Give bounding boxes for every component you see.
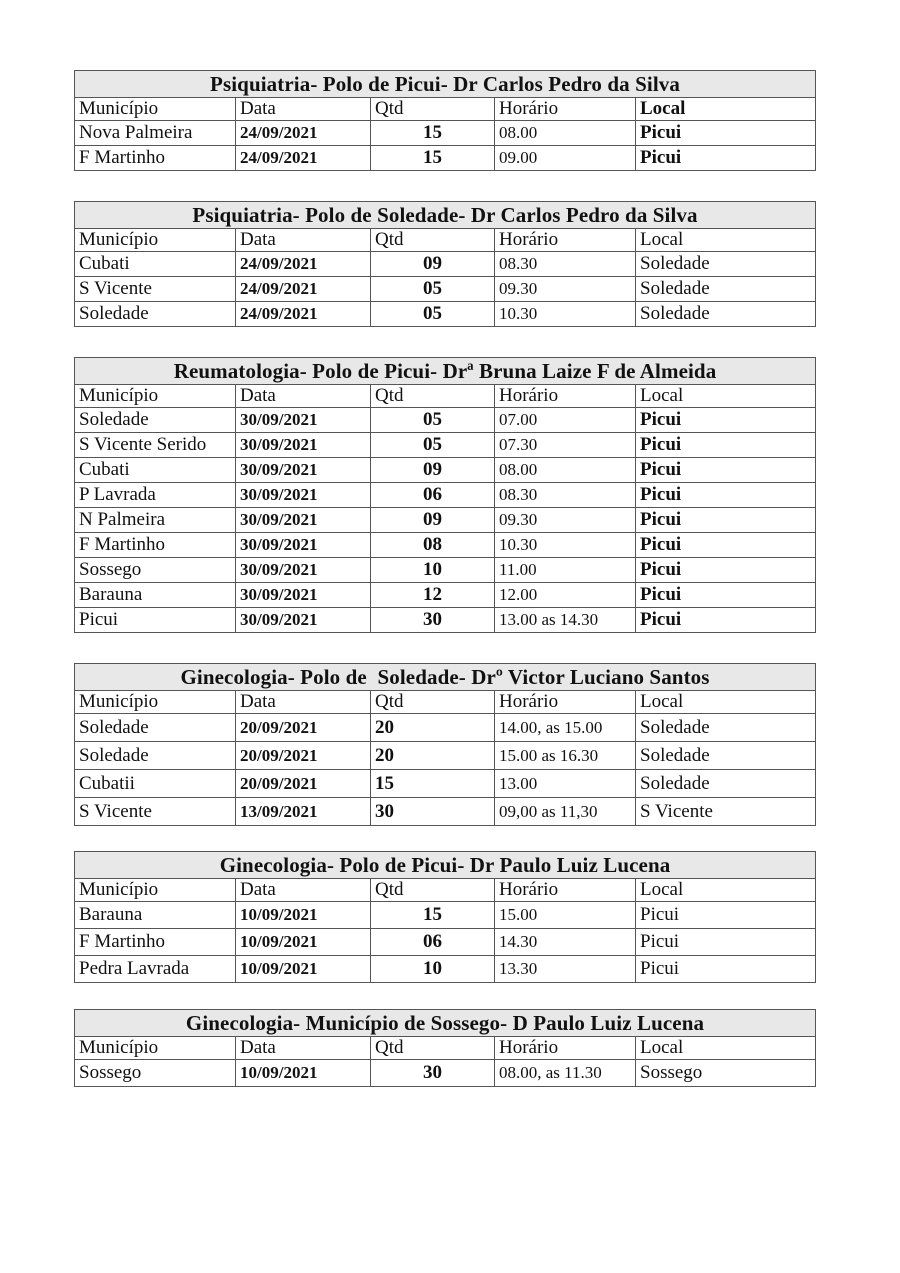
cell-municipio: Soledade (75, 302, 236, 327)
cell-municipio: S Vicente (75, 798, 236, 826)
col-header-local: Local (636, 385, 816, 408)
cell-municipio: Sossego (75, 1060, 236, 1087)
cell-qtd: 10 (371, 558, 495, 583)
table-row (75, 146, 816, 171)
col-header-qtd: Qtd (371, 229, 495, 252)
cell-qtd: 05 (371, 302, 495, 327)
cell-local: Picui (636, 508, 816, 533)
cell-municipio: Sossego (75, 558, 236, 583)
cell-local: Picui (636, 146, 816, 171)
cell-local: Picui (636, 956, 816, 983)
cell-horario: 09.30 (495, 508, 636, 533)
col-header-qtd: Qtd (371, 1037, 495, 1060)
cell-local: Picui (636, 121, 816, 146)
cell-local: Picui (636, 608, 816, 633)
cell-municipio: F Martinho (75, 929, 236, 956)
cell-qtd: 10 (371, 956, 495, 983)
col-header-qtd: Qtd (371, 691, 495, 714)
cell-local: Picui (636, 902, 816, 929)
cell-horario: 09,00 as 11,30 (495, 798, 636, 826)
cell-qtd: 05 (371, 408, 495, 433)
col-header-data: Data (236, 691, 371, 714)
cell-municipio: Barauna (75, 902, 236, 929)
cell-horario: 14.30 (495, 929, 636, 956)
table-row (75, 929, 816, 956)
cell-data: 30/09/2021 (236, 408, 371, 433)
cell-local: Picui (636, 458, 816, 483)
cell-horario: 08.00 (495, 121, 636, 146)
col-header-qtd: Qtd (371, 98, 495, 121)
cell-qtd: 15 (371, 146, 495, 171)
cell-local: Soledade (636, 302, 816, 327)
cell-municipio: N Palmeira (75, 508, 236, 533)
cell-horario: 09.30 (495, 277, 636, 302)
col-header-municipio: Município (75, 98, 236, 121)
table-row (75, 433, 816, 458)
cell-data: 30/09/2021 (236, 608, 371, 633)
table-row (75, 956, 816, 983)
cell-municipio: Soledade (75, 714, 236, 742)
col-header-qtd: Qtd (371, 385, 495, 408)
cell-data: 30/09/2021 (236, 458, 371, 483)
cell-local: Picui (636, 533, 816, 558)
cell-data: 30/09/2021 (236, 508, 371, 533)
cell-municipio: Nova Palmeira (75, 121, 236, 146)
cell-horario: 12.00 (495, 583, 636, 608)
cell-municipio: F Martinho (75, 146, 236, 171)
table-title: Ginecologia- Polo de Picui- Dr Paulo Luiz Lucena (75, 852, 816, 879)
col-header-local: Local (636, 879, 816, 902)
cell-local: Soledade (636, 277, 816, 302)
cell-local: Picui (636, 583, 816, 608)
cell-data: 24/09/2021 (236, 252, 371, 277)
cell-data: 24/09/2021 (236, 302, 371, 327)
schedule-table-ginecologia-soledade (74, 663, 816, 826)
schedule-table-ginecologia-sossego (74, 1009, 816, 1087)
cell-qtd: 30 (371, 798, 495, 826)
cell-data: 30/09/2021 (236, 433, 371, 458)
cell-data: 30/09/2021 (236, 483, 371, 508)
cell-local: Picui (636, 558, 816, 583)
cell-municipio: Cubatii (75, 770, 236, 798)
cell-qtd: 05 (371, 277, 495, 302)
col-header-horario: Horário (495, 98, 636, 121)
cell-data: 24/09/2021 (236, 277, 371, 302)
table-title: Ginecologia- Município de Sossego- D Paulo Luiz Lucena (75, 1010, 816, 1037)
cell-qtd: 15 (371, 121, 495, 146)
table-row (75, 558, 816, 583)
cell-municipio: Cubati (75, 458, 236, 483)
cell-municipio: S Vicente (75, 277, 236, 302)
table-row (75, 714, 816, 742)
col-header-qtd: Qtd (371, 879, 495, 902)
cell-municipio: Cubati (75, 252, 236, 277)
cell-municipio: Pedra Lavrada (75, 956, 236, 983)
col-header-horario: Horário (495, 879, 636, 902)
cell-qtd: 08 (371, 533, 495, 558)
cell-horario: 10.30 (495, 533, 636, 558)
cell-horario: 07.00 (495, 408, 636, 433)
cell-horario: 15.00 as 16.30 (495, 742, 636, 770)
cell-data: 30/09/2021 (236, 583, 371, 608)
table-title: Psiquiatria- Polo de Soledade- Dr Carlos Pedro da Silva (75, 202, 816, 229)
table-row (75, 533, 816, 558)
cell-qtd: 20 (371, 714, 495, 742)
col-header-municipio: Município (75, 691, 236, 714)
table-title: Psiquiatria- Polo de Picui- Dr Carlos Pedro da Silva (75, 71, 816, 98)
table-row (75, 902, 816, 929)
cell-horario: 09.00 (495, 146, 636, 171)
col-header-local: Local (636, 98, 816, 121)
col-header-data: Data (236, 879, 371, 902)
cell-data: 10/09/2021 (236, 902, 371, 929)
cell-qtd: 12 (371, 583, 495, 608)
table-row (75, 583, 816, 608)
col-header-horario: Horário (495, 229, 636, 252)
col-header-data: Data (236, 229, 371, 252)
cell-data: 30/09/2021 (236, 533, 371, 558)
table-row (75, 508, 816, 533)
schedule-table-psiquiatria-soledade (74, 201, 816, 327)
cell-qtd: 06 (371, 483, 495, 508)
table-row (75, 1060, 816, 1087)
col-header-municipio: Município (75, 385, 236, 408)
schedule-table-psiquiatria-picui (74, 70, 816, 171)
cell-local: S Vicente (636, 798, 816, 826)
col-header-local: Local (636, 1037, 816, 1060)
cell-local: Soledade (636, 252, 816, 277)
cell-municipio: Picui (75, 608, 236, 633)
cell-horario: 13.30 (495, 956, 636, 983)
cell-local: Soledade (636, 770, 816, 798)
cell-data: 10/09/2021 (236, 1060, 371, 1087)
col-header-data: Data (236, 1037, 371, 1060)
cell-data: 13/09/2021 (236, 798, 371, 826)
schedule-table-reumatologia-picui (74, 357, 816, 633)
cell-horario: 08.00, as 11.30 (495, 1060, 636, 1087)
schedule-table-ginecologia-picui (74, 851, 816, 983)
cell-municipio: Soledade (75, 408, 236, 433)
col-header-municipio: Município (75, 1037, 236, 1060)
cell-horario: 14.00, as 15.00 (495, 714, 636, 742)
table-row (75, 302, 816, 327)
cell-data: 20/09/2021 (236, 714, 371, 742)
col-header-municipio: Município (75, 879, 236, 902)
table-row (75, 770, 816, 798)
cell-horario: 08.30 (495, 483, 636, 508)
col-header-horario: Horário (495, 1037, 636, 1060)
cell-data: 10/09/2021 (236, 929, 371, 956)
cell-qtd: 30 (371, 1060, 495, 1087)
cell-data: 10/09/2021 (236, 956, 371, 983)
cell-local: Picui (636, 433, 816, 458)
cell-municipio: P Lavrada (75, 483, 236, 508)
cell-qtd: 06 (371, 929, 495, 956)
cell-qtd: 20 (371, 742, 495, 770)
cell-horario: 07.30 (495, 433, 636, 458)
table-row (75, 798, 816, 826)
cell-municipio: Soledade (75, 742, 236, 770)
table-row (75, 458, 816, 483)
cell-horario: 10.30 (495, 302, 636, 327)
cell-horario: 13.00 (495, 770, 636, 798)
cell-qtd: 09 (371, 458, 495, 483)
table-row (75, 483, 816, 508)
cell-qtd: 15 (371, 770, 495, 798)
table-title: Reumatologia- Polo de Picui- Drª Bruna Laize F de Almeida (75, 358, 816, 385)
cell-local: Soledade (636, 714, 816, 742)
col-header-data: Data (236, 98, 371, 121)
table-row (75, 742, 816, 770)
cell-municipio: S Vicente Serido (75, 433, 236, 458)
cell-local: Sossego (636, 1060, 816, 1087)
table-row (75, 408, 816, 433)
cell-local: Picui (636, 929, 816, 956)
cell-municipio: Barauna (75, 583, 236, 608)
table-row (75, 252, 816, 277)
col-header-municipio: Município (75, 229, 236, 252)
cell-qtd: 05 (371, 433, 495, 458)
table-title: Ginecologia- Polo de Soledade- Drº Victor Luciano Santos (75, 664, 816, 691)
table-row (75, 608, 816, 633)
cell-data: 30/09/2021 (236, 558, 371, 583)
cell-horario: 11.00 (495, 558, 636, 583)
cell-data: 20/09/2021 (236, 742, 371, 770)
table-row (75, 277, 816, 302)
cell-local: Picui (636, 408, 816, 433)
col-header-local: Local (636, 691, 816, 714)
cell-data: 24/09/2021 (236, 146, 371, 171)
cell-qtd: 09 (371, 252, 495, 277)
cell-horario: 13.00 as 14.30 (495, 608, 636, 633)
cell-horario: 15.00 (495, 902, 636, 929)
cell-data: 24/09/2021 (236, 121, 371, 146)
col-header-local: Local (636, 229, 816, 252)
cell-horario: 08.00 (495, 458, 636, 483)
cell-municipio: F Martinho (75, 533, 236, 558)
cell-qtd: 15 (371, 902, 495, 929)
cell-local: Picui (636, 483, 816, 508)
cell-data: 20/09/2021 (236, 770, 371, 798)
col-header-horario: Horário (495, 385, 636, 408)
cell-qtd: 09 (371, 508, 495, 533)
cell-horario: 08.30 (495, 252, 636, 277)
cell-qtd: 30 (371, 608, 495, 633)
cell-local: Soledade (636, 742, 816, 770)
col-header-data: Data (236, 385, 371, 408)
table-row (75, 121, 816, 146)
col-header-horario: Horário (495, 691, 636, 714)
